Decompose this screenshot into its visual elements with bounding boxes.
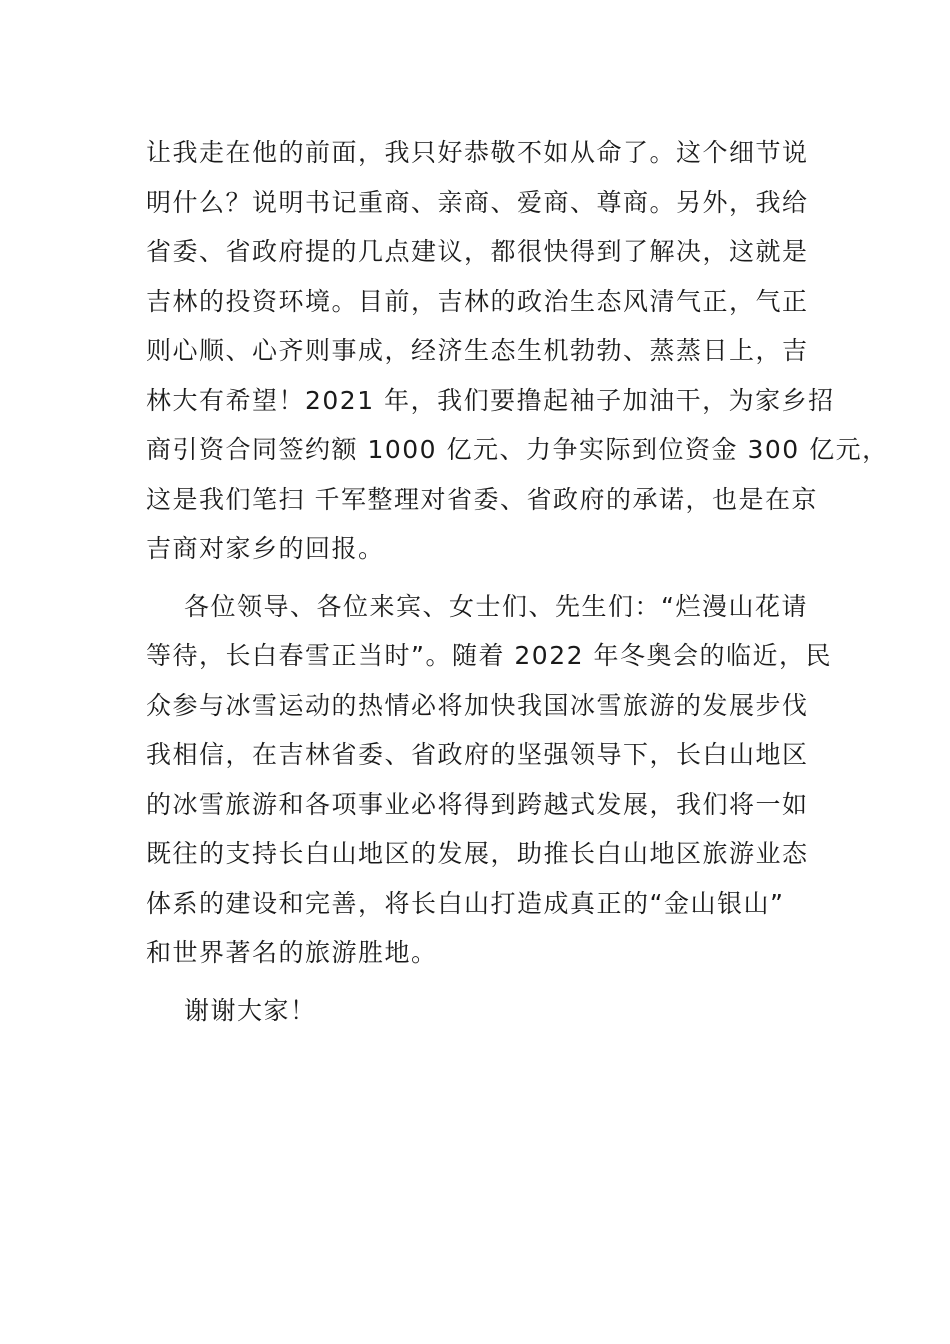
text-line: 明什么？说明书记重商、亲商、爱商、尊商。另外，我给	[146, 187, 809, 217]
text-line: 的冰雪旅游和各项事业必将得到跨越式发展，我们将一如	[146, 789, 809, 819]
text-line: 各位领导、各位来宾、女士们、先生们：“烂漫山花请	[184, 591, 808, 621]
document-body	[146, 128, 889, 1035]
paragraph-2	[146, 582, 832, 978]
closing-line: 谢谢大家！	[184, 995, 317, 1025]
paragraph-spacer	[146, 574, 810, 582]
text-line: 吉商对家乡的回报。	[146, 534, 385, 563]
text-line: 则心顺、心齐则事成，经济生态生机勃勃、蒸蒸日上，吉	[146, 336, 809, 365]
text-line: 等待，长白春雪正当时”。随着 2022 年冬奥会的临近，民	[146, 641, 832, 670]
paragraph-spacer	[146, 978, 810, 986]
text-line: 省委、省政府提的几点建议，都很快得到了解决，这就是	[146, 237, 809, 266]
text-line: 让我走在他的前面，我只好恭敬不如从命了。这个细节说	[146, 138, 809, 167]
text-line: 和世界著名的旅游胜地。	[146, 938, 438, 967]
paragraph-1	[146, 128, 889, 574]
text-line: 这是我们笔扫 千军整理对省委、省政府的承诺，也是在京	[146, 484, 818, 514]
text-line: 商引资合同签约额 1000 亿元、力争实际到位资金 300 亿元，	[146, 435, 889, 464]
text-line: 众参与冰雪运动的热情必将加快我国冰雪旅游的发展步伐	[146, 690, 809, 720]
text-line: 吉林的投资环境。目前，吉林的政治生态风清气正，气正	[146, 286, 809, 316]
text-line: 既往的支持长白山地区的发展，助推长白山地区旅游业态	[146, 839, 809, 868]
closing-paragraph	[146, 986, 810, 1036]
text-line: 我相信，在吉林省委、省政府的坚强领导下，长白山地区	[146, 740, 809, 769]
text-line: 林大有希望！2021 年，我们要撸起袖子加油干，为家乡招	[146, 385, 835, 415]
text-line: 体系的建设和完善，将长白山打造成真正的“金山银山”	[146, 888, 785, 918]
